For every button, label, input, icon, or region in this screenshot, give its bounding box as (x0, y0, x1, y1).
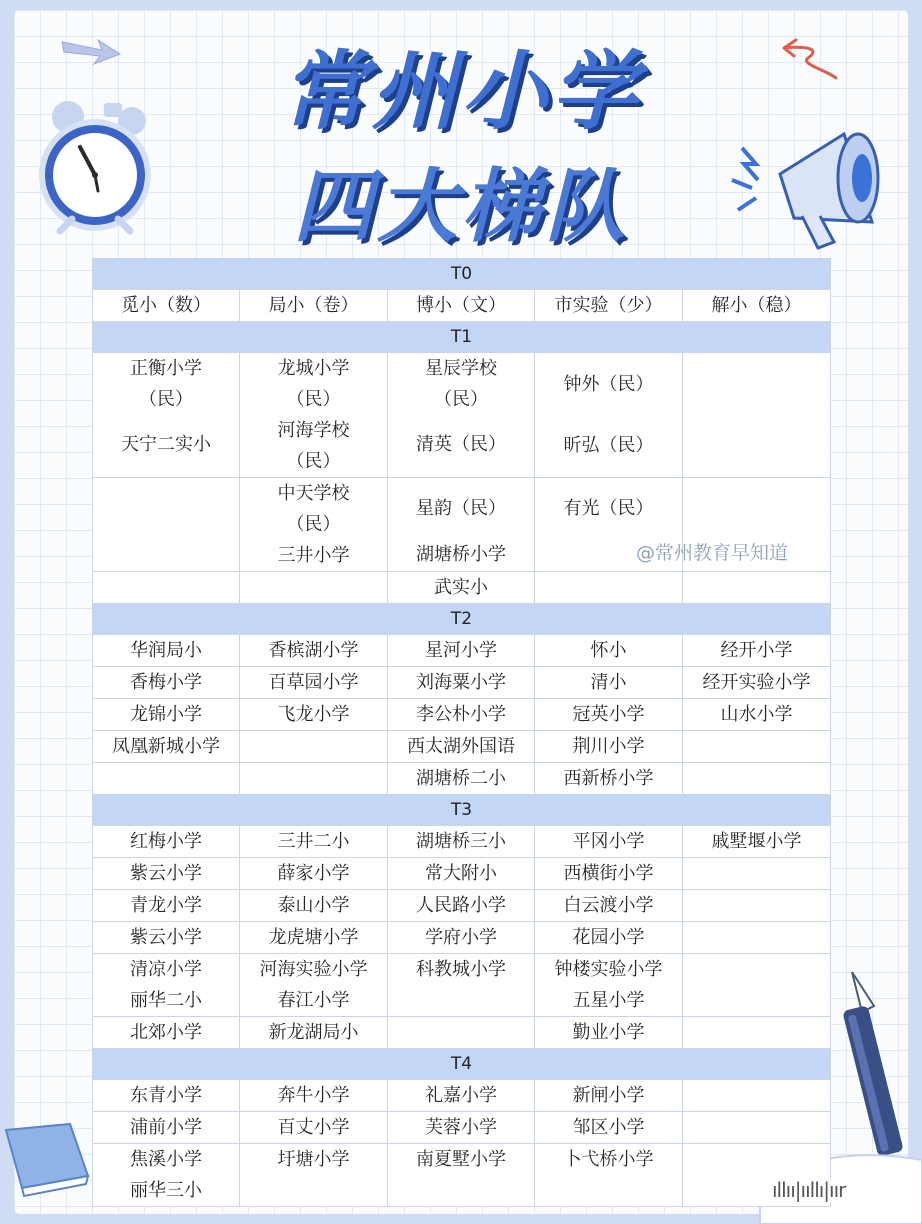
tier-header-t2 (93, 604, 831, 635)
table-cell: 解小（稳） (683, 290, 831, 322)
cell-line: （民） (286, 389, 341, 410)
cell-line: 丽华三小 (130, 1180, 202, 1201)
table-cell: 龙虎塘小学 (240, 922, 388, 954)
table-cell: 花园小学 (535, 922, 683, 954)
cell-line: 正衡小学 (130, 358, 202, 379)
cell-line: 中天学校 (277, 483, 350, 504)
table-cell: 华润局小 (93, 635, 240, 667)
table-cell (683, 731, 831, 763)
table-cell: 人民路小学 (388, 890, 535, 922)
table-cell: 清小 (535, 667, 683, 699)
table-cell (683, 858, 831, 890)
table-cell (93, 1144, 240, 1207)
table-cell (388, 353, 535, 478)
table-cell: 勤业小学 (535, 1017, 683, 1049)
cell-line: 钟楼实验小学 (554, 959, 663, 980)
table-row (93, 858, 831, 890)
table-row (93, 826, 831, 858)
table-row (93, 763, 831, 795)
table-cell (240, 763, 388, 795)
table-cell: 紫云小学 (93, 922, 240, 954)
table-row (93, 353, 831, 478)
table-cell (535, 353, 683, 478)
cell-line: 昕弘（民） (563, 435, 654, 456)
table-cell: 奔牛小学 (240, 1080, 388, 1112)
table-cell (240, 572, 388, 604)
table-cell: 薛家小学 (240, 858, 388, 890)
cell-line: 五星小学 (572, 990, 645, 1011)
cell-line: 丽华二小 (130, 990, 202, 1011)
table-cell: 香梅小学 (93, 667, 240, 699)
tier-header-t3 (93, 795, 831, 826)
cell-line: （民） (286, 514, 341, 535)
table-cell: 龙锦小学 (93, 699, 240, 731)
table-cell: 飞龙小学 (240, 699, 388, 731)
table-row (93, 731, 831, 763)
table-cell (93, 353, 240, 478)
table-row (93, 954, 831, 1017)
table-cell (388, 478, 535, 572)
table-cell (683, 1112, 831, 1144)
table-row (93, 667, 831, 699)
table-cell (535, 572, 683, 604)
table-row (93, 922, 831, 954)
cell-line: （民） (434, 389, 488, 410)
table-cell: 卜弋桥小学 (535, 1144, 683, 1207)
table-cell: 学府小学 (388, 922, 535, 954)
tier-header-t0 (93, 259, 831, 290)
table-cell (683, 572, 831, 604)
table-cell: 经开实验小学 (683, 667, 831, 699)
table-cell (683, 1017, 831, 1049)
tier-table (92, 258, 831, 1207)
table-cell (93, 572, 240, 604)
cell-line: 清凉小学 (130, 959, 202, 980)
cell-line: 星辰学校 (425, 358, 497, 379)
table-cell: 局小（卷） (240, 290, 388, 322)
table-cell: 市实验（少） (535, 290, 683, 322)
table-cell: 北郊小学 (93, 1017, 240, 1049)
table-cell: 圩塘小学 (240, 1144, 388, 1207)
table-cell: 湖塘桥三小 (388, 826, 535, 858)
table-row (93, 890, 831, 922)
table-row (93, 1112, 831, 1144)
table-cell (93, 763, 240, 795)
cell-line: 龙城小学 (277, 358, 350, 379)
table-cell: 西横街小学 (535, 858, 683, 890)
table-row (93, 1017, 831, 1049)
table-cell: 邹区小学 (535, 1112, 683, 1144)
table-cell (683, 353, 831, 478)
table-cell: 香槟湖小学 (240, 635, 388, 667)
table-row (93, 635, 831, 667)
cell-line: 湖塘桥小学 (416, 544, 506, 565)
table-cell: 泰山小学 (240, 890, 388, 922)
table-cell: 博小（文） (388, 290, 535, 322)
tier-header-t4 (93, 1049, 831, 1080)
table-cell: 湖塘桥二小 (388, 763, 535, 795)
table-cell: 百丈小学 (240, 1112, 388, 1144)
table-cell: 刘海粟小学 (388, 667, 535, 699)
table-cell: 三井二小 (240, 826, 388, 858)
book-icon (0, 1118, 92, 1202)
table-row (93, 572, 831, 604)
sub-title: 四大梯队 (293, 160, 629, 253)
tier-label: T2 (93, 604, 831, 635)
tier-label: T0 (93, 259, 831, 290)
table-cell (240, 954, 388, 1017)
cell-line: 河海实验小学 (259, 959, 368, 980)
corner-mark: ıllıı|ııllı|ıır (768, 1178, 849, 1202)
table-cell: 南夏墅小学 (388, 1144, 535, 1207)
cell-line: 清英（民） (416, 434, 506, 455)
table-cell (93, 478, 240, 572)
table-cell (240, 353, 388, 478)
cell-line: 河海学校 (277, 420, 350, 441)
table-cell: 芙蓉小学 (388, 1112, 535, 1144)
tier-header-t1 (93, 322, 831, 353)
table-cell (683, 922, 831, 954)
table-row (93, 290, 831, 322)
table-cell (683, 890, 831, 922)
cell-line: （民） (139, 389, 193, 410)
table-cell: 怀小 (535, 635, 683, 667)
table-cell: 常大附小 (388, 858, 535, 890)
table-cell: 科教城小学 (388, 954, 535, 1017)
table-cell: 戚墅堰小学 (683, 826, 831, 858)
cell-line: 天宁二实小 (121, 434, 211, 455)
table-row (93, 1080, 831, 1112)
cell-line: 春江小学 (277, 990, 350, 1011)
table-cell: 礼嘉小学 (388, 1080, 535, 1112)
table-cell (240, 731, 388, 763)
table-cell: 武实小 (388, 572, 535, 604)
table-cell: 西新桥小学 (535, 763, 683, 795)
table-cell: 西太湖外国语 (388, 731, 535, 763)
table-cell: 东青小学 (93, 1080, 240, 1112)
table-cell (683, 763, 831, 795)
table-cell: 新闸小学 (535, 1080, 683, 1112)
table-cell: 红梅小学 (93, 826, 240, 858)
watermark: @常州教育早知道 (636, 542, 789, 564)
table-cell (93, 954, 240, 1017)
tier-label: T1 (93, 322, 831, 353)
table-cell (683, 1080, 831, 1112)
cell-line: 星韵（民） (416, 498, 506, 519)
table-cell: 白云渡小学 (535, 890, 683, 922)
table-cell: 新龙湖局小 (240, 1017, 388, 1049)
main-title: 常州小学 (281, 42, 641, 142)
table-cell: 紫云小学 (93, 858, 240, 890)
table-cell: 山水小学 (683, 699, 831, 731)
table-cell: 李公朴小学 (388, 699, 535, 731)
table-cell: 凤凰新城小学 (93, 731, 240, 763)
table-cell: 荆川小学 (535, 731, 683, 763)
table-cell (535, 954, 683, 1017)
table-cell: 青龙小学 (93, 890, 240, 922)
table-cell (683, 954, 831, 1017)
table-cell: 浦前小学 (93, 1112, 240, 1144)
table-row (93, 699, 831, 731)
table-cell: 平冈小学 (535, 826, 683, 858)
cell-line: （民） (286, 451, 341, 472)
table-cell: 星河小学 (388, 635, 535, 667)
cell-line: 三井小学 (277, 545, 350, 566)
pen-icon (838, 966, 922, 1166)
table-cell: 觅小（数） (93, 290, 240, 322)
table-cell: 百草园小学 (240, 667, 388, 699)
table-cell: 冠英小学 (535, 699, 683, 731)
table-row (93, 1144, 831, 1207)
cell-line: 焦溪小学 (130, 1149, 202, 1170)
tier-label: T4 (93, 1049, 831, 1080)
tier-label: T3 (93, 795, 831, 826)
table-cell (388, 1017, 535, 1049)
table-cell: 经开小学 (683, 635, 831, 667)
cell-line: 钟外（民） (563, 374, 654, 395)
cell-line: 有光（民） (563, 498, 654, 519)
table-cell (240, 478, 388, 572)
